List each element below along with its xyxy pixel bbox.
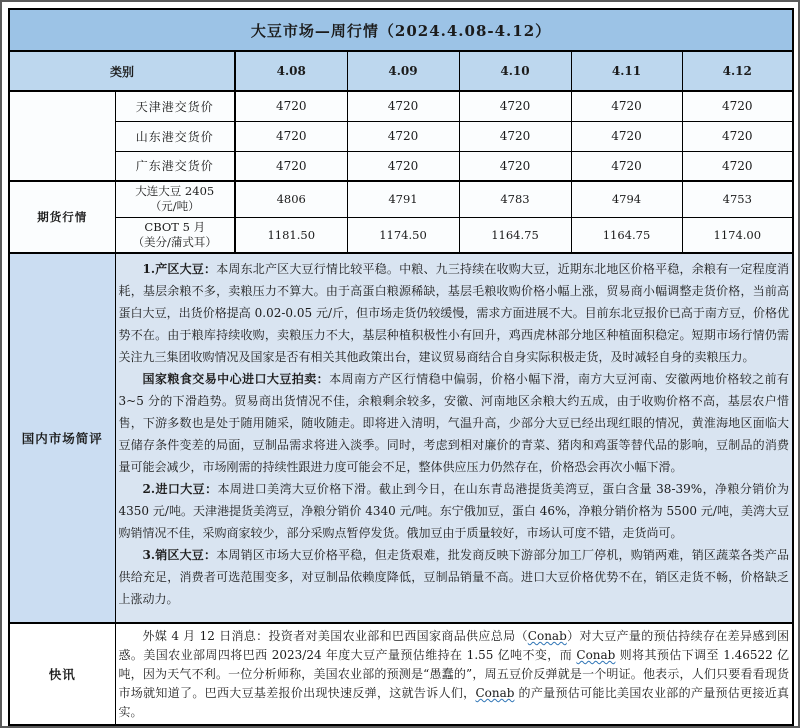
price-cell: 1181.50 — [235, 217, 347, 253]
text-segment: 本周东北产区大豆行情比较平稳。中粮、九三持续在收购大豆，近期东北地区价格平稳，余粮有一定程度消耗，基层余粮不多，卖粮压力不算大。由于高蛋白粮源稀缺，基层毛粮收购价格小幅上涨，贸易商小幅调整走货价格，当前高蛋白大豆，出货价格提高 0.02-0.05 元/斤，但市场走货仍较缓慢，需求方面进展不大。目前东北豆报价已高于南方豆，价格优势不在。由于粮库持续收购，卖粮压力不大，基层种植积极性小有回升，鸡西虎林部分地区种植面积稳定。短期市场行情仍需关注九三集团收购情况及国家是否有相关其他政策出台，建议贸易商结合自身实际积极走货，及时减轻自身的卖粮压力。 — [118, 262, 790, 364]
price-cell: 1174.50 — [347, 217, 459, 253]
price-cell: 4720 — [347, 121, 459, 151]
port-name-cell: 天津港交货价 — [115, 91, 235, 121]
futures-name-line2: （美分/蒲式耳） — [132, 234, 217, 249]
spot-group-empty-cell — [9, 91, 115, 181]
futures-name-line1: 大连大豆 2405 — [135, 184, 215, 199]
paragraph-bold-lead: 3.销区大豆： — [142, 548, 217, 562]
price-cell: 4720 — [571, 91, 682, 121]
date-header-cell: 4.12 — [682, 51, 793, 91]
spellcheck-word: Conab — [576, 648, 616, 662]
date-header-cell: 4.08 — [235, 51, 347, 91]
price-cell: 4753 — [682, 181, 793, 217]
futures-name-cell — [115, 181, 235, 217]
review-paragraph — [119, 478, 790, 544]
spellcheck-word: Conab — [527, 629, 567, 643]
news-paragraph — [119, 627, 790, 722]
date-header-cell: 4.11 — [571, 51, 682, 91]
price-cell: 4720 — [235, 91, 347, 121]
date-header-cell: 4.09 — [347, 51, 459, 91]
price-cell: 4720 — [459, 91, 571, 121]
text-segment: 外媒 4 月 12 日消息：投资者对美国农业部和巴西国家商品供应总局（ — [142, 629, 528, 643]
price-cell: 4720 — [459, 121, 571, 151]
price-cell: 4720 — [347, 91, 459, 121]
category-header-cell: 类别 — [9, 51, 235, 91]
price-cell: 4720 — [571, 121, 682, 151]
price-cell: 4806 — [235, 181, 347, 217]
port-name-cell: 山东港交货价 — [115, 121, 235, 151]
price-cell: 4720 — [459, 151, 571, 181]
port-name-cell: 广东港交货价 — [115, 151, 235, 181]
price-cell: 4791 — [347, 181, 459, 217]
review-paragraph — [119, 544, 790, 610]
spot-row-guangdong — [9, 151, 793, 181]
page-title: 大豆市场—周行情（2024.4.08-4.12） — [9, 9, 793, 51]
price-cell: 4783 — [459, 181, 571, 217]
price-cell: 4720 — [682, 151, 793, 181]
news-content — [115, 623, 793, 725]
review-row — [9, 253, 793, 623]
price-cell: 4720 — [682, 121, 793, 151]
date-header-cell: 4.10 — [459, 51, 571, 91]
futures-name-cell — [115, 217, 235, 253]
text-segment: 本周销区市场大豆价格平稳，但走货艰难，批发商反映下游部分加工厂停机，购销两难，销区蔬菜各类产品供给充足，消费者可选范围变多，对豆制品依赖度降低，豆制品销量不高。进口大豆价格优势不在，销区走货不畅，价格缺乏上涨动力。 — [118, 548, 790, 606]
paragraph-bold-lead: 2.进口大豆： — [142, 482, 218, 496]
title-row — [9, 9, 793, 51]
price-cell: 1164.75 — [459, 217, 571, 253]
price-cell: 4720 — [235, 151, 347, 181]
futures-name-line1: CBOT 5 月 — [144, 219, 206, 234]
price-cell: 1164.75 — [571, 217, 682, 253]
text-segment: ）对大豆产量的预估持续存在差异感到困惑。美国农业部周四将巴西 2023/24 年度大豆产量预估维持在 1.55 亿吨不变，而 — [118, 629, 790, 662]
price-cell: 4794 — [571, 181, 682, 217]
spot-row-tianjin — [9, 91, 793, 121]
futures-row-cbot — [9, 217, 793, 253]
price-cell: 4720 — [571, 151, 682, 181]
price-cell: 1174.00 — [682, 217, 793, 253]
header-row — [9, 51, 793, 91]
review-section-label: 国内市场简评 — [9, 253, 115, 623]
soybean-weekly-table — [8, 8, 794, 726]
text-segment: 则将其预估下调至 1.46522 亿吨，因为天气不利。一位分析师称，美国农业部的预测是“愚蠢的”，周五豆价反弹就是一个明证。他表示，人们只要看看现货市场就知道了。巴西大豆基差报价出现快速反弹，这就告诉人们， — [118, 648, 790, 700]
review-paragraph — [119, 368, 790, 478]
price-cell: 4720 — [682, 91, 793, 121]
text-segment: 的产量预估可能比美国农业部的产量预估更接近真实。 — [118, 686, 790, 719]
futures-section-label: 期货行情 — [9, 181, 115, 253]
futures-row-dalian — [9, 181, 793, 217]
price-cell: 4720 — [235, 121, 347, 151]
text-segment: 本周进口美湾大豆价格下滑。截止到今日，在山东青岛港提货美湾豆，蛋白含量 38-39%，净粮分销价为 4350 元/吨。天津港提货美湾豆，净粮分销价 4340 元/吨。东宁俄加豆，蛋白 46%，净粮分销价格为 5500 元/吨，美湾大豆购销情况不佳，采购商家较少，部分采购点暂停发货。俄加豆由于质量较好，市场认可度不错，走货尚可。 — [118, 482, 790, 540]
paragraph-bold-lead: 国家粮食交易中心进口大豆拍卖： — [142, 372, 330, 386]
news-section-label: 快讯 — [9, 623, 115, 725]
spot-row-shandong — [9, 121, 793, 151]
futures-name-line2: （元/吨） — [149, 199, 200, 214]
review-paragraph — [119, 258, 790, 368]
price-cell: 4720 — [347, 151, 459, 181]
review-content — [115, 253, 793, 623]
paragraph-bold-lead: 1.产区大豆： — [142, 262, 217, 276]
spellcheck-word: Conab — [475, 686, 515, 700]
text-segment: 本周南方产区行情稳中偏弱，价格小幅下滑，南方大豆河南、安徽两地价格较之前有 3~5 分的下滑趋势。贸易商出货情况不佳，余粮剩余较多，安徽、河南地区余粮大约五成，由于收购价格不高，基层农户惜售，下游多数也是处于随用随采，随收随走。即将进入清明，气温升高，少部分大豆已经出现红眼的情况，黄淮海地区面临大豆储存条件变差的局面，豆制品需求将进入淡季。同时，考虑到相对廉价的青菜、猪肉和鸡蛋等替代品的影响，豆制品的消费量可能会减少，市场刚需的持续性跟进力度可能会不足，整体供应压力仍然存在，价格恐会再次小幅下滑。 — [118, 372, 790, 474]
news-row — [9, 623, 793, 725]
